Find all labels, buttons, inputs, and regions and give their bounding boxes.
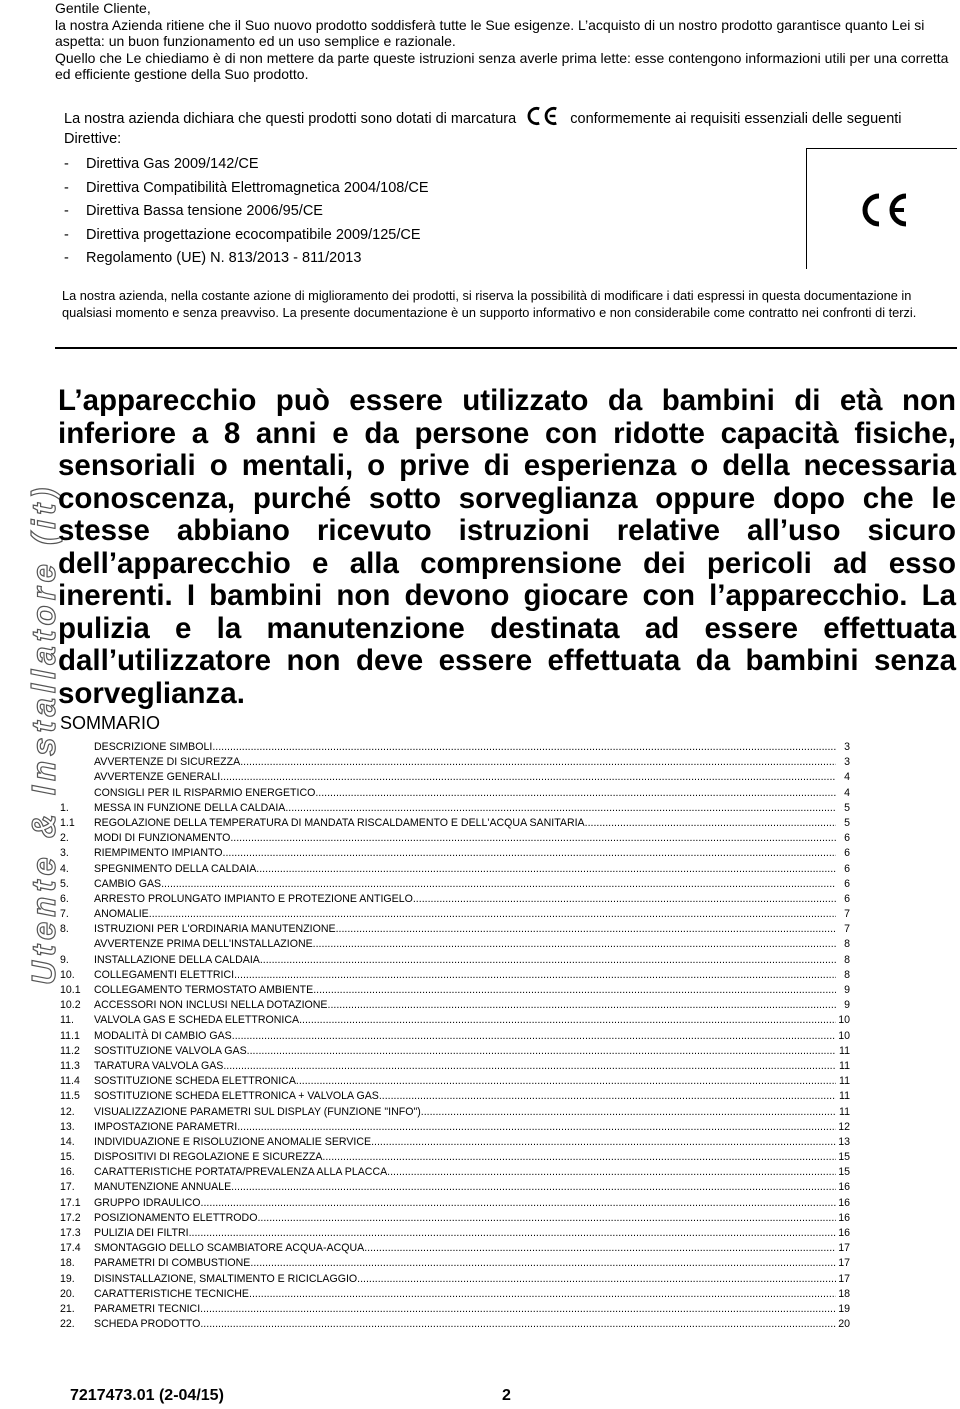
toc-entry-page: 10 [838, 1014, 850, 1027]
toc-entry-page: 3 [844, 756, 850, 769]
toc-entry-number: 14. [60, 1135, 75, 1148]
toc-entry-leader [200, 1302, 836, 1317]
toc-entry-number: 8. [60, 923, 69, 936]
toc-entry-title: INDIVIDUAZIONE E RISOLUZIONE ANOMALIE SERVICE [94, 1135, 372, 1148]
toc-entry-page: 6 [844, 847, 850, 860]
toc-entry-page: 9 [844, 999, 850, 1012]
toc-entry-number: 1. [60, 801, 69, 814]
toc-entry-number: 10.1 [60, 984, 81, 996]
toc-entry-title: ACCESSORI NON INCLUSI NELLA DOTAZIONE [94, 999, 328, 1012]
disclaimer [62, 288, 942, 321]
toc-entry-page: 5 [844, 801, 850, 814]
toc-entry-leader [328, 998, 836, 1013]
toc-entry-page: 17 [838, 1242, 850, 1255]
toc-entry-title: SOSTITUZIONE VALVOLA GAS [94, 1044, 247, 1057]
toc-entry-page: 16 [838, 1211, 850, 1224]
toc-entry[interactable] [60, 968, 850, 983]
toc-entry[interactable] [60, 755, 850, 770]
toc-entry-number [60, 786, 94, 801]
toc-entry-leader [413, 892, 836, 907]
toc-entry-leader [247, 1044, 836, 1059]
toc-entry-title: PARAMETRI TECNICI [94, 1302, 201, 1315]
toc-entry[interactable] [60, 1180, 850, 1195]
toc-entry-title: RIEMPIMENTO IMPIANTO [94, 847, 223, 860]
toc-entry[interactable] [60, 1211, 850, 1226]
toc-entry-title: REGOLAZIONE DELLA TEMPERATURA DI MANDATA RISCALDAMENTO E DELL'ACQUA SANITARIA [94, 816, 585, 829]
toc-entry-number: 20. [60, 1287, 75, 1300]
toc-entry-leader [231, 1180, 836, 1195]
page-number: 2 [502, 1387, 511, 1404]
toc-entry[interactable] [60, 1089, 850, 1104]
toc-entry-page: 11 [839, 1105, 850, 1118]
toc-entry-leader [421, 1105, 836, 1120]
toc-entry-number: 17. [60, 1181, 75, 1194]
toc-entry-page: 9 [844, 984, 850, 996]
toc-entry-page: 15 [838, 1151, 850, 1164]
toc-entry[interactable] [60, 892, 850, 907]
toc-entry-page: 8 [844, 968, 850, 981]
toc-entry[interactable] [60, 1150, 850, 1165]
toc-entry-title: PULIZIA DEI FILTRI [94, 1227, 189, 1239]
toc-entry-number: 17.1 [60, 1196, 81, 1209]
toc-entry-title: SMONTAGGIO DELLO SCAMBIATORE ACQUA-ACQUA [94, 1242, 365, 1255]
toc-entry-page: 16 [838, 1196, 850, 1209]
toc-entry-page: 4 [844, 771, 850, 784]
toc-entry-page: 4 [844, 786, 850, 799]
toc-entry-number: 3. [60, 847, 69, 860]
toc-entry-title: CARATTERISTICHE TECNICHE [94, 1287, 249, 1300]
ce-mark-box [806, 148, 957, 269]
toc-entry-leader [161, 877, 836, 892]
toc-entry-title: PARAMETRI DI COMBUSTIONE [94, 1257, 251, 1270]
toc-entry-page: 20 [838, 1318, 850, 1331]
toc-entry-leader [189, 1226, 836, 1241]
toc-entry-leader [379, 1089, 836, 1104]
toc-entry-title: SOSTITUZIONE SCHEDA ELETTRONICA + VALVOLA GAS [94, 1090, 379, 1103]
toc-entry-title: SPEGNIMENTO DELLA CALDAIA [94, 862, 257, 875]
toc-entry-leader [256, 862, 836, 877]
toc-entry[interactable] [60, 1241, 850, 1256]
toc-entry-number [60, 740, 94, 755]
toc-entry-title: CAMBIO GAS [94, 877, 162, 890]
toc-entry-leader [250, 1256, 836, 1271]
toc-entry-leader [336, 922, 836, 937]
toc-entry-number: 10. [60, 968, 75, 981]
toc-entry-page: 3 [844, 741, 850, 753]
toc-entry-leader [223, 1059, 836, 1074]
toc-entry[interactable] [60, 1120, 850, 1135]
toc-entry-page: 7 [844, 923, 850, 936]
toc-entry-page: 11 [839, 1075, 850, 1088]
toc-entry-leader [234, 968, 836, 983]
toc-entry-title: INSTALLAZIONE DELLA CALDAIA [94, 953, 260, 966]
toc-entry-leader [313, 983, 836, 998]
toc-entry-page: 8 [844, 953, 850, 966]
toc-entry-title: DISPOSITIVI DI REGOLAZIONE E SICUREZZA [94, 1151, 323, 1164]
toc-entry[interactable] [60, 922, 850, 937]
toc-entry-title: ISTRUZIONI PER L'ORDINARIA MANUTENZIONE [94, 923, 336, 936]
toc-entry-title: ANOMALIE [94, 908, 149, 921]
toc-entry-leader [240, 755, 836, 770]
toc-entry-title: MESSA IN FUNZIONE DELLA CALDAIA [94, 801, 286, 814]
toc-entry[interactable] [60, 740, 850, 755]
toc-entry-number: 12. [60, 1105, 75, 1118]
toc-entry-number: 21. [60, 1302, 75, 1315]
toc-entry-page: 8 [844, 938, 850, 951]
safety-warning [58, 385, 956, 710]
toc-entry-page: 19 [838, 1302, 850, 1315]
toc-entry-title: MODI DI FUNZIONAMENTO [94, 832, 231, 845]
toc-title: SOMMARIO [60, 713, 161, 733]
toc-entry-page: 17 [838, 1257, 850, 1270]
greeting: Gentile Cliente, [55, 0, 151, 16]
toc-entry-page: 7 [844, 908, 850, 921]
toc-entry-page: 15 [838, 1166, 850, 1179]
toc-entry[interactable] [60, 1226, 850, 1241]
toc-entry-number: 13. [60, 1120, 75, 1133]
toc-entry-leader [220, 770, 836, 785]
toc-entry-leader [299, 1013, 836, 1028]
toc-entry[interactable] [60, 983, 850, 998]
directive-item: - Direttiva Compatibilità Elettromagnetica 2004/108/CE [64, 179, 429, 196]
toc-entry-leader [371, 1135, 836, 1150]
toc-entry-title: VALVOLA GAS E SCHEDA ELETTRONICA [94, 1014, 300, 1027]
toc-entry-number: 18. [60, 1257, 75, 1270]
toc-entry-number: 11.5 [60, 1090, 80, 1103]
toc-entry-number: 6. [60, 892, 69, 905]
toc-entry-page: 16 [838, 1181, 850, 1194]
toc-entry-title: POSIZIONAMENTO ELETTRODO [94, 1211, 258, 1224]
safety-warning-text: L’apparecchio può essere utilizzato da bambini di età non inferiore a 8 anni e da persone con ridotte capacità fisiche, sensoriali o mentali, o prive di esperienza o della necessaria conoscenza, purché sotto sorveglianza oppure dopo che le stesse abbiano ricevuto istruzioni relative all’uso sicuro dell’apparecchio e alla comprensione dei pericoli ad esso inerenti. I bambini non devono giocare con l’apparecchio. La pulizia e la manutenzione destinata ad essere effettuata dall’utilizzatore non deve essere effettuata da bambini senza sorveglianza. [58, 384, 956, 710]
toc-entry-title: CARATTERISTICHE PORTATA/PREVALENZA ALLA PLACCA [94, 1166, 388, 1179]
toc-entry-page: 6 [844, 832, 850, 845]
toc-entry-page: 5 [844, 816, 850, 829]
toc-entry-leader [357, 1272, 836, 1287]
toc-entry[interactable] [60, 1317, 850, 1332]
toc-entry-page: 18 [838, 1287, 850, 1300]
toc-entry[interactable] [60, 937, 850, 952]
toc-entry-number: 1.1 [60, 816, 75, 829]
toc-entry[interactable] [60, 816, 850, 831]
toc-entry-number [60, 755, 94, 770]
section-divider [55, 347, 957, 349]
toc-entry-leader [230, 831, 836, 846]
toc-entry[interactable] [60, 1013, 850, 1028]
toc-entry[interactable] [60, 801, 850, 816]
toc-entry-number [60, 770, 94, 785]
toc-entry[interactable] [60, 831, 850, 846]
toc-entry-leader [260, 953, 836, 968]
toc-entry-number: 5. [60, 877, 69, 890]
directive-list [64, 153, 429, 271]
toc-entry-page: 16 [838, 1227, 850, 1239]
toc-entry-number: 9. [60, 953, 69, 966]
toc-entry-leader [232, 1029, 836, 1044]
toc-entry-title: GRUPPO IDRAULICO [94, 1196, 201, 1209]
toc-entry-title: DISINSTALLAZIONE, SMALTIMENTO E RICICLAGGIO [94, 1272, 358, 1285]
toc-entry-leader [237, 1120, 836, 1135]
toc-entry-page: 11 [839, 1059, 850, 1072]
toc-entry[interactable] [60, 1272, 850, 1287]
intro-paragraph-2: Quello che Le chiediamo è di non mettere da parte queste istruzioni senza averle prima lette: esse contengono informazioni utili per una corretta ed efficiente gestione della Suo prodotto. [55, 49, 949, 82]
toc-entry[interactable] [60, 1059, 850, 1074]
toc-entry-page: 10 [838, 1029, 850, 1042]
toc-entry[interactable] [60, 1256, 850, 1271]
toc-entry[interactable] [60, 786, 850, 801]
toc-entry-number: 11.4 [60, 1075, 80, 1088]
ce-mark-icon [524, 105, 562, 127]
directive-item: - Regolamento (UE) N. 813/2013 - 811/2013 [64, 250, 362, 266]
table-of-contents [60, 740, 850, 1332]
toc-entry-title: AVVERTENZE DI SICUREZZA [94, 756, 241, 769]
ce-declaration-before: La nostra azienda dichiara che questi prodotti sono dotati di marcatura [64, 111, 517, 127]
ce-declaration-after: conformemente ai requisiti essenziali delle seguenti Direttive: [64, 111, 902, 147]
toc-entry-number: 10.2 [60, 999, 81, 1012]
toc-entry-title: COLLEGAMENTI ELETTRICI [94, 968, 235, 981]
toc-entry-leader [149, 907, 836, 922]
toc-entry-page: 6 [844, 862, 850, 875]
toc-entry-number: 17.3 [60, 1227, 81, 1239]
toc-entry-title: VISUALIZZAZIONE PARAMETRI SUL DISPLAY (FUNZIONE "INFO") [94, 1105, 421, 1118]
toc-entry-page: 11 [839, 1044, 850, 1057]
side-label [0, 340, 62, 1010]
toc-entry[interactable] [60, 907, 850, 922]
toc-entry-title: MANUTENZIONE ANNUALE [94, 1181, 232, 1194]
toc-entry-number: 15. [60, 1151, 75, 1164]
toc-entry-title: ARRESTO PROLUNGATO IMPIANTO E PROTEZIONE ANTIGELO [94, 892, 413, 905]
toc-entry-leader [364, 1241, 836, 1256]
toc-entry-number: 22. [60, 1318, 75, 1331]
toc-entry-page: 12 [838, 1120, 850, 1133]
toc-entry-title: DESCRIZIONE SIMBOLI [94, 741, 213, 753]
toc-entry-leader [387, 1165, 836, 1180]
ce-declaration-text [64, 105, 949, 149]
toc-entry[interactable] [60, 998, 850, 1013]
toc-entry-number: 11.2 [60, 1044, 80, 1057]
toc-entry-number: 17.4 [60, 1242, 81, 1255]
toc-entry-page: 6 [844, 877, 850, 890]
toc-entry[interactable] [60, 1196, 850, 1211]
toc-entry[interactable] [60, 1044, 850, 1059]
toc-entry-leader [249, 1287, 836, 1302]
toc-entry-leader [315, 786, 836, 801]
toc-entry-leader [296, 1074, 836, 1089]
ce-mark-large-icon [856, 192, 912, 228]
toc-entry-number: 11.1 [60, 1029, 80, 1042]
toc-entry-number: 11.3 [60, 1059, 80, 1072]
directive-item: - Direttiva Gas 2009/142/CE [64, 156, 259, 172]
side-label-text: Utente & Installatore (it) [25, 482, 62, 985]
toc-entry[interactable] [60, 1074, 850, 1089]
toc-entry-number: 4. [60, 862, 69, 875]
intro-section [55, 0, 955, 83]
toc-entry-page: 13 [838, 1135, 850, 1148]
toc-entry-title: IMPOSTAZIONE PARAMETRI [94, 1120, 238, 1133]
toc-entry-number: 2. [60, 832, 69, 845]
toc-entry[interactable] [60, 1105, 850, 1120]
toc-entry[interactable] [60, 877, 850, 892]
toc-entry[interactable] [60, 770, 850, 785]
toc-entry-title: AVVERTENZE GENERALI [94, 771, 221, 784]
toc-entry-leader [223, 846, 836, 861]
toc-entry-number: 16. [60, 1166, 75, 1179]
toc-entry-title: TARATURA VALVOLA GAS [94, 1059, 224, 1072]
toc-entry-number: 7. [60, 908, 69, 921]
toc-entry[interactable] [60, 1029, 850, 1044]
toc-entry-page: 17 [838, 1272, 850, 1285]
toc-entry[interactable] [60, 846, 850, 861]
toc-entry-number: 11. [60, 1014, 74, 1027]
toc-entry-number: 19. [60, 1272, 75, 1285]
toc-entry[interactable] [60, 953, 850, 968]
toc-entry[interactable] [60, 1165, 850, 1180]
toc-entry-title: MODALITÀ DI CAMBIO GAS [94, 1029, 232, 1042]
toc-entry-leader [212, 740, 836, 755]
toc-entry-leader [585, 816, 836, 831]
toc-entry-leader [201, 1196, 836, 1211]
toc-entry-page: 6 [844, 892, 850, 905]
directive-item: - Direttiva Bassa tensione 2006/95/CE [64, 203, 323, 219]
ce-declaration-box [56, 89, 956, 269]
toc-entry[interactable] [60, 862, 850, 877]
toc-entry-leader [313, 937, 836, 952]
toc-entry-title: COLLEGAMENTO TERMOSTATO AMBIENTE [94, 984, 314, 996]
toc-entry-title: SOSTITUZIONE SCHEDA ELETTRONICA [94, 1075, 296, 1088]
toc-entry-title: SCHEDA PRODOTTO [94, 1318, 201, 1331]
toc-entry[interactable] [60, 1135, 850, 1150]
intro-paragraph-1: la nostra Azienda ritiene che il Suo nuovo prodotto soddisferà tutte le Sue esigenze. L’acquisto di un nostro prodotto garantisce quanto Lei si aspetta: un buon funzionamento ed un uso semplice e razionale. [55, 16, 925, 49]
toc-entry-title: AVVERTENZE PRIMA DELL'INSTALLAZIONE [94, 938, 313, 951]
toc-entry-leader [200, 1317, 836, 1332]
document-code: 7217473.01 (2-04/15) [70, 1387, 224, 1404]
toc-entry-page: 11 [839, 1090, 850, 1103]
directive-item: - Direttiva progettazione ecocompatibile 2009/125/CE [64, 226, 421, 243]
toc-entry-title: CONSIGLI PER IL RISPARMIO ENERGETICO [94, 786, 316, 799]
toc-entry[interactable] [60, 1302, 850, 1317]
toc-entry-number [60, 937, 94, 952]
toc-entry-leader [257, 1211, 836, 1226]
toc-entry-leader [322, 1150, 836, 1165]
disclaimer-text: La nostra azienda, nella costante azione di miglioramento dei prodotti, si riserva la possibilità di modificare i dati espressi in questa documentazione in qualsiasi momento e senza preavviso. La presente documentazione è un supporto informativo e non considerabile come contratto nei confronti di terzi. [62, 288, 917, 320]
toc-entry-number: 17.2 [60, 1211, 81, 1224]
toc-entry[interactable] [60, 1287, 850, 1302]
toc-entry-leader [285, 801, 836, 816]
